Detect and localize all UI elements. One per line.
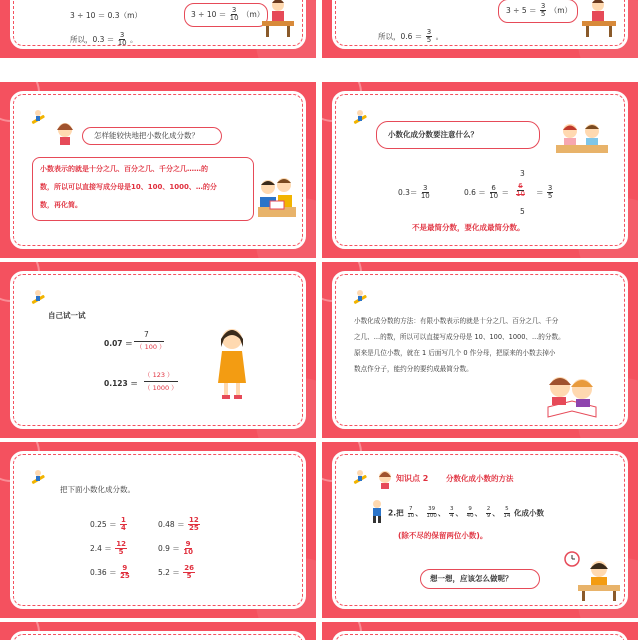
slide-10[interactable] xyxy=(322,622,638,640)
item-0: 0.25 ＝ $\frac{1}{4}$ xyxy=(90,516,126,533)
slide-8[interactable] xyxy=(322,442,638,618)
hint-text: 3 ÷ 10 ＝ $\frac{3}{10}$ （m） xyxy=(191,6,265,23)
method-line-3: 原来是几位小数，就在 1 后面写几个 0 作分母，把原来的小数去掉小 xyxy=(354,349,556,357)
division-equation: 3 ÷ 10 ＝ 0.3（m） xyxy=(70,11,142,20)
girl-avatar xyxy=(54,121,76,145)
slide-9-card xyxy=(13,634,303,640)
reduce-crossed: $\frac{6}{10}$ xyxy=(516,182,525,199)
item-1: 0.48 ＝ $\frac{12}{25}$ xyxy=(158,516,199,533)
kids-reading-book-illustration xyxy=(542,373,602,421)
slide-7[interactable] xyxy=(0,442,316,618)
question-text: 怎样能较快地把小数化成分数？ xyxy=(94,131,199,140)
method-line-2: 之几、...的数，所以可以直接写成分母是 10、100、1000、...的分数。 xyxy=(354,333,565,341)
exercise-title: 把下面小数化成分数。 xyxy=(60,485,135,494)
q1-left: 0.07 ＝ xyxy=(104,339,133,348)
slide-3-card xyxy=(13,94,303,246)
hint-text: 3 ÷ 5 ＝ $\frac{3}{5}$ （m） xyxy=(506,2,573,19)
pencil-kid-icon xyxy=(352,289,368,305)
slide-6[interactable] xyxy=(322,262,638,438)
slide-1-card xyxy=(13,0,303,46)
task-line: 2.把 $\frac{7}{10}$ 、 $\frac{39}{100}$ 、 $\frac{3}{4}$ 、 $\frac{9}{40}$ 、 $\frac{2}{9}$ 、 $\frac{5}{14}$ 化成小数 xyxy=(388,506,544,519)
slide-5[interactable] xyxy=(0,262,316,438)
pencil-kid-icon xyxy=(352,469,368,485)
slide-3[interactable] xyxy=(0,82,316,258)
slide-9[interactable] xyxy=(0,622,316,640)
pencil-kid-icon xyxy=(352,109,368,125)
q2-numerator: （ 123 ） xyxy=(144,371,174,379)
teacher-illustration xyxy=(260,0,296,37)
pencil-kid-icon xyxy=(30,469,46,485)
q2-fraction-bar xyxy=(144,381,178,382)
q1-denominator: （ 100 ） xyxy=(136,343,166,351)
slide-4[interactable] xyxy=(322,82,638,258)
two-kids-illustration xyxy=(554,121,610,155)
slide-2[interactable] xyxy=(322,0,638,58)
note-text: 不是最简分数，要化成最简分数。 xyxy=(412,223,525,232)
q1-fraction-bar xyxy=(134,341,164,342)
section-heading: 分数化成小数的方法 xyxy=(446,474,514,483)
boy-figure xyxy=(370,499,384,523)
item-2: 2.4 ＝ $\frac{12}{5}$ xyxy=(90,540,126,557)
answer-line-2: 数，所以可以直接写成分母是10、100、1000、…的分 xyxy=(40,183,217,191)
conclusion: 所以，0.3 ＝ $\frac{3}{10}$ 。 xyxy=(70,31,138,48)
method-line-4: 数点作分子，能约分的要约成最简分数。 xyxy=(354,365,473,373)
slide-6-card xyxy=(335,274,625,426)
answer-line-1: 小数表示的就是十分之几、百分之几、千分之几……的 xyxy=(40,165,208,173)
girl-illustration xyxy=(212,325,252,401)
slide-4-card xyxy=(335,94,625,246)
item-3: 0.9 ＝ $\frac{9}{10}$ xyxy=(158,540,193,557)
example-2-result: ＝ $\frac{3}{5}$ xyxy=(536,184,553,201)
method-line-1: 小数化成分数的方法：有限小数表示的就是十分之几、百分之几、千分 xyxy=(354,317,559,325)
think-text: 想一想，应该怎么做呢？ xyxy=(430,574,513,583)
slide-2-card xyxy=(335,0,625,46)
conclusion: 所以，0.6 ＝ $\frac{3}{5}$ 。 xyxy=(378,28,444,45)
q2-denominator: （ 1000 ） xyxy=(144,384,178,392)
answer-line-3: 数，再化简。 xyxy=(40,201,82,209)
pencil-kid-icon xyxy=(30,109,46,125)
item-5: 5.2 ＝ $\frac{26}{5}$ xyxy=(158,564,194,581)
teacher-illustration xyxy=(580,0,618,37)
example-1: 0.3＝ $\frac{3}{10}$ xyxy=(398,184,430,201)
knowledge-badge: 知识点 2 xyxy=(396,474,429,483)
rounding-note: (除不尽的保留两位小数)。 xyxy=(398,531,488,540)
q2-left: 0.123 ＝ xyxy=(104,379,138,388)
girl-avatar xyxy=(376,469,394,489)
q1-numerator: 7 xyxy=(144,330,149,339)
slide-8-card xyxy=(335,454,625,606)
question-text: 小数化成分数要注意什么？ xyxy=(388,130,478,139)
slide-7-card xyxy=(13,454,303,606)
student-desk-illustration xyxy=(576,559,622,601)
slide-1[interactable] xyxy=(0,0,316,58)
example-2: 0.6 ＝ $\frac{6}{10}$ ＝ xyxy=(464,184,510,201)
item-4: 0.36 ＝ $\frac{9}{25}$ xyxy=(90,564,130,581)
slide-10-card xyxy=(335,634,625,640)
section-title: 自己试一试 xyxy=(48,311,86,320)
reduce-bottom: 5 xyxy=(520,207,525,216)
kids-reading-illustration xyxy=(256,175,298,219)
reduce-top: 3 xyxy=(520,169,525,178)
pencil-kid-icon xyxy=(30,289,46,305)
slide-5-card xyxy=(13,274,303,426)
